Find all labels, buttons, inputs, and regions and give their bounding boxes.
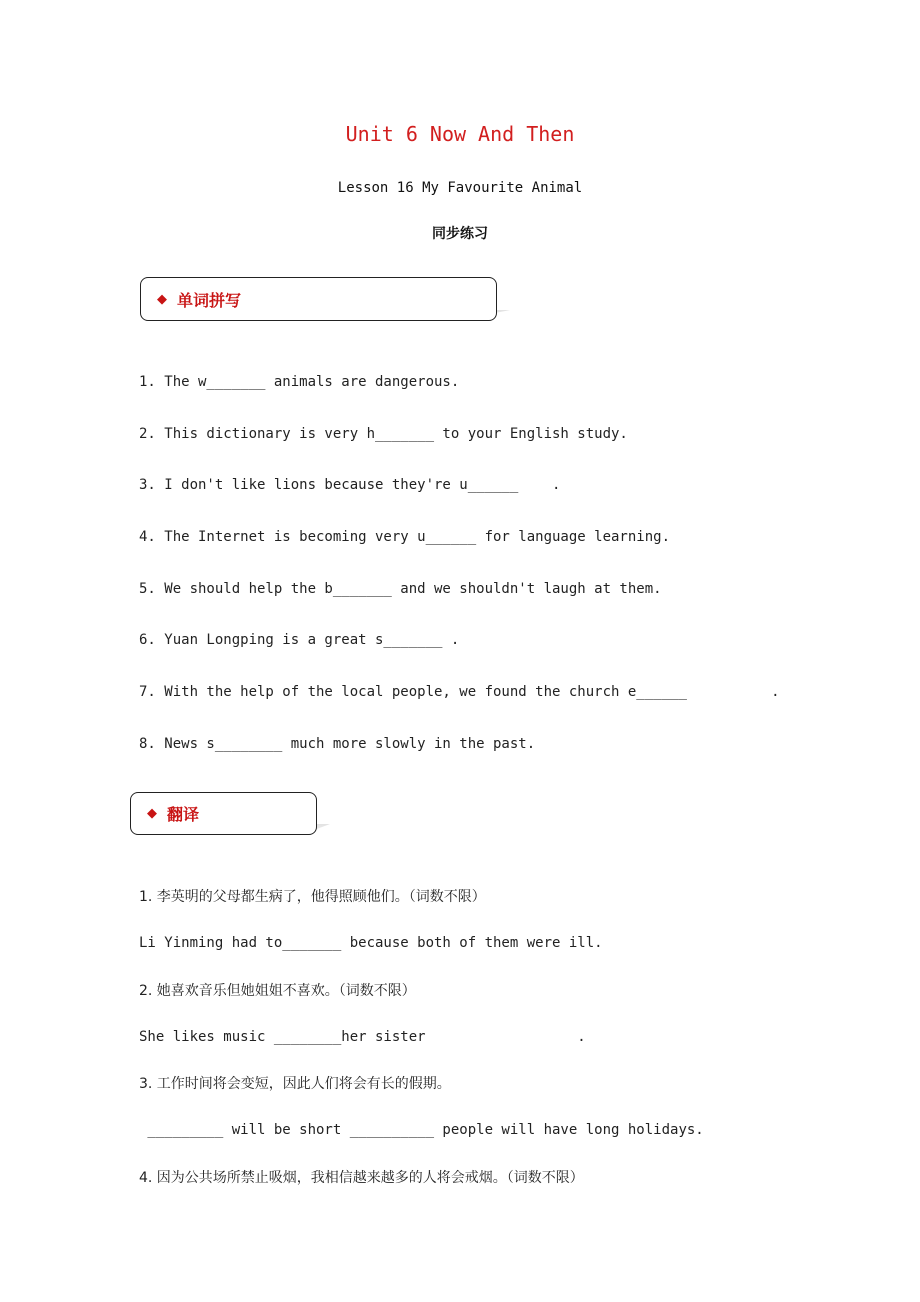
exercise-item: 5. We should help the b_______ and we shouldn't laugh at them. xyxy=(139,581,662,597)
exercise-item: 7. With the help of the local people, we found the church e______ . xyxy=(139,684,780,700)
section-header-spelling xyxy=(140,277,497,321)
diamond-icon: ◆ xyxy=(147,806,157,821)
section-heading-label: 单词拼写 xyxy=(177,290,242,310)
translation-answer: Li Yinming had to_______ because both of them were ill. xyxy=(139,935,603,951)
exercise-item: 6. Yuan Longping is a great s_______ . xyxy=(139,632,460,648)
exercise-item: 4. The Internet is becoming very u______ for language learning. xyxy=(139,529,671,545)
translation-answer: She likes music ________her sister . xyxy=(139,1029,586,1045)
section-header-translation xyxy=(130,792,317,835)
translation-prompt: 2. 她喜欢音乐但她姐姐不喜欢。（词数不限） xyxy=(139,983,416,999)
exercise-item: 3. I don't like lions because they're u______ . xyxy=(139,477,561,493)
translation-prompt: 3. 工作时间将会变短，因此人们将会有长的假期。 xyxy=(139,1076,451,1092)
lesson-title: Lesson 16 My Favourite Animal xyxy=(337,180,583,196)
page-subtitle: 同步练习 xyxy=(432,226,488,242)
diamond-icon: ◆ xyxy=(157,291,167,307)
exercise-item: 8. News s________ much more slowly in the past. xyxy=(139,736,536,752)
exercise-item: 2. This dictionary is very h_______ to your English study. xyxy=(139,426,628,442)
translation-prompt: 4. 因为公共场所禁止吸烟，我相信越来越多的人将会戒烟。（词数不限） xyxy=(139,1170,584,1186)
exercise-item: 1. The w_______ animals are dangerous. xyxy=(139,374,460,390)
section-heading-label: 翻译 xyxy=(167,805,200,824)
translation-answer: _________ will be short __________ people will have long holidays. xyxy=(139,1122,704,1138)
translation-prompt: 1. 李英明的父母都生病了，他得照顾他们。（词数不限） xyxy=(139,889,486,905)
page-title: Unit 6 Now And Then xyxy=(345,122,575,146)
